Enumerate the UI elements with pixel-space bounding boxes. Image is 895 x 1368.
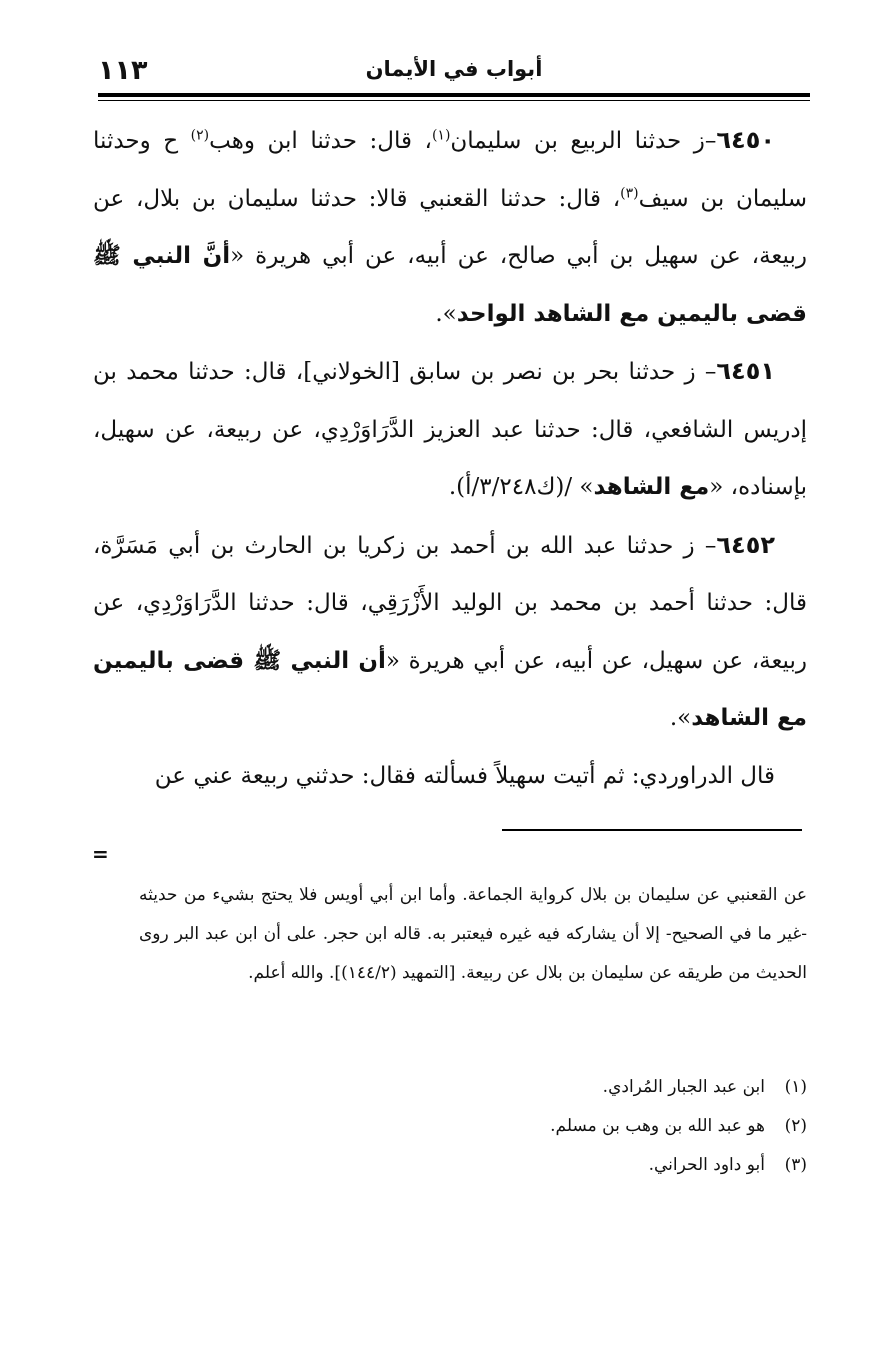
hadith-matn: مع الشاهد	[593, 474, 710, 500]
hadith-close: ».	[435, 300, 457, 327]
footnote-item	[139, 1146, 807, 1185]
hadith-isnad: –ز حدثنا الربيع بن سليمان	[450, 128, 717, 154]
footnote-ref[interactable]: (٣)	[620, 184, 639, 201]
footnote-ref[interactable]: (١)	[431, 127, 451, 144]
footnote-ref[interactable]: (٢)	[190, 127, 210, 144]
hadith-matn: أنَّ النبي ﷺ قضى باليمين مع الشاهد الواحد	[93, 243, 807, 327]
hadith-isnad: ، قال: حدثنا القعنبي قالا: حدثنا سليمان بن بلال، عن ربيعة، عن سهيل بن أبي صالح، عن أبيه، عن أبي هريرة «	[93, 185, 807, 269]
footnote-continuation-mark: =	[92, 842, 109, 866]
header-rule-thick	[98, 93, 810, 97]
footnote-continuation	[139, 876, 807, 993]
hadith-number: ٦٤٥١	[716, 357, 775, 385]
footnote-continuation-text: عن القعنبي عن سليمان بن بلال كرواية الجماعة. وأما ابن أبي أويس فلا يحتج بشيء من حديثه -غير ما في الصحيح- إلا أن يشاركه فيه غيره فيعتبر به. قاله ابن حجر. على أن ابن عبد البر روى الحديث من طريقه عن سليمان بن بلال عن ربيعة. [التمهيد (١٤٤/٢)]. والله أعلم.	[139, 885, 807, 983]
footnote-marker: (١)	[784, 1077, 807, 1097]
hadith-isnad: – ز حدثنا عبد الله بن أحمد بن زكريا بن الحارث بن أبي مَسَرَّة، قال: حدثنا أحمد بن محمد بن الوليد الأَزْرَقِي، قال: حدثنا الدَّرَاوَرْدِي، عن ربيعة، عن سهيل، عن أبيه، عن أبي هريرة «	[93, 532, 807, 674]
hadith-close: » /(ك٣/٢٤٨/أ).	[448, 474, 594, 500]
main-text	[93, 112, 807, 805]
footnote-marker: (٣)	[784, 1155, 807, 1175]
hadith-number: ٦٤٥٢	[716, 530, 775, 559]
page-header	[98, 55, 810, 95]
page-number: ١١٣	[98, 55, 148, 86]
hadith-6450	[93, 112, 807, 343]
running-title: أبواب في الأيمان	[365, 57, 543, 81]
footnote-item	[139, 1107, 807, 1146]
hadith-matn: أن النبي ﷺ قضى باليمين مع الشاهد	[93, 647, 807, 731]
footnote-item	[139, 1068, 807, 1107]
hadith-number: ٦٤٥٠	[716, 126, 775, 154]
footnote-list	[139, 1068, 807, 1185]
hadith-close: ».	[669, 705, 692, 731]
hadith-isnad: – ز حدثنا بحر بن نصر بن سابق [الخولاني]، قال: حدثنا محمد بن إدريس الشافعي، قال: حدثنا عبد العزيز الدَّرَاوَرْدِي، عن ربيعة، عن سهيل، بإسناده، «	[93, 359, 807, 500]
hadith-6451	[93, 343, 807, 517]
footnote-text: ابن عبد الجبار المُرادي.	[602, 1077, 765, 1097]
hadith-isnad: ح وحدثنا سليمان بن سيف	[93, 128, 808, 212]
footnote-text: أبو داود الحراني.	[648, 1155, 765, 1175]
footnote-separator	[502, 829, 802, 831]
footnote-text: هو عبد الله بن وهب بن مسلم.	[550, 1116, 765, 1136]
header-rule-thin	[98, 100, 810, 101]
continuation-text: قال الدراوردي: ثم أتيت سهيلاً فسألته فقال: حدثني ربيعة عني عن	[154, 762, 775, 789]
hadith-isnad: ، قال: حدثنا ابن وهب	[209, 128, 432, 154]
footnote-marker: (٢)	[784, 1116, 807, 1136]
hadith-6452	[93, 517, 807, 748]
